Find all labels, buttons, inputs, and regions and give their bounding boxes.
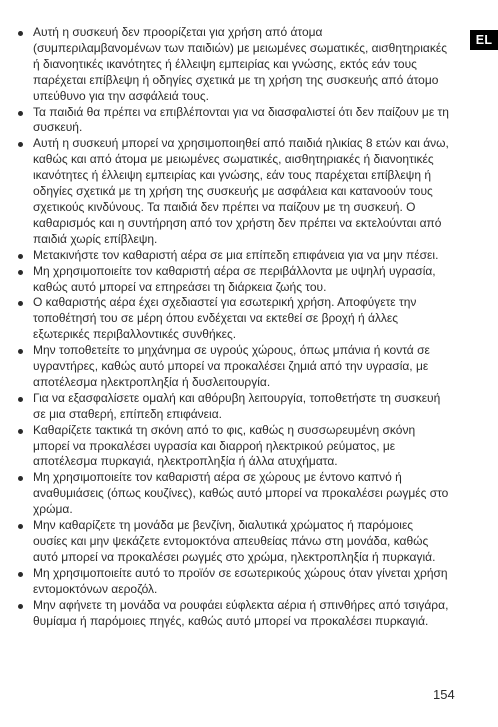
language-tab: EL xyxy=(470,30,498,50)
list-item: Αυτή η συσκευή δεν προορίζεται για χρήση από άτομα (συμπεριλαμβανομένων των παιδιών) με μειωμένες σωματικές, αισθητηριακές ή διανοητικές ικανότητες ή έλλειψη εμπειρίας και γνώσης, εκτός εάν τους παρέχεται επίβλεψη ή οδηγίες σχετικά με τη χρήση της συσκευής από άτομο υπεύθυνο για την ασφάλειά τους. xyxy=(14,25,450,105)
list-item: Τα παιδιά θα πρέπει να επιβλέπονται για να διασφαλιστεί ότι δεν παίζουν με τη συσκευή. xyxy=(14,105,450,137)
list-item: Μην καθαρίζετε τη μονάδα με βενζίνη, διαλυτικά χρώματος ή παρόμοιες ουσίες και μην ψεκάζετε εντομοκτόνα απευθείας πάνω στη μονάδα, καθώς αυτό μπορεί να προκαλέσει ρωγμές στο χρώμα, ηλεκτροπληξία ή πυρκαγιά. xyxy=(14,518,450,566)
list-item: Μην τοποθετείτε το μηχάνημα σε υγρούς χώρους, όπως μπάνια ή κοντά σε υγραντήρες, καθώς αυτό μπορεί να προκαλέσει ζημιά από την υγρασία, με αποτέλεσμα ηλεκτροπληξία ή δυσλειτουργία. xyxy=(14,343,450,391)
page-number: 154 xyxy=(433,687,455,702)
list-item: Μη χρησιμοποιείτε τον καθαριστή αέρα σε χώρους με έντονο καπνό ή αναθυμιάσεις (όπως κουζίνες), καθώς αυτό μπορεί να προκαλέσει ρωγμές στο χρώμα. xyxy=(14,470,450,518)
safety-instructions-list xyxy=(14,25,450,629)
list-item: Ο καθαριστής αέρα έχει σχεδιαστεί για εσωτερική χρήση. Αποφύγετε την τοποθέτησή του σε μέρη όπου ενδέχεται να εκτεθεί σε βροχή ή άλλες εξωτερικές περιβαλλοντικές συνθήκες. xyxy=(14,295,450,343)
list-item: Μη χρησιμοποιείτε τον καθαριστή αέρα σε περιβάλλοντα με υψηλή υγρασία, καθώς αυτό μπορεί να επηρεάσει τη διάρκεια ζωής του. xyxy=(14,264,450,296)
list-item: Για να εξασφαλίσετε ομαλή και αθόρυβη λειτουργία, τοποθετήστε τη συσκευή σε μια σταθερή, επίπεδη επιφάνεια. xyxy=(14,391,450,423)
list-item: Μη χρησιμοποιείτε αυτό το προϊόν σε εσωτερικούς χώρους όταν γίνεται χρήση εντομοκτόνων αεροζόλ. xyxy=(14,566,450,598)
list-item: Μην αφήνετε τη μονάδα να ρουφάει εύφλεκτα αέρια ή σπινθήρες από τσιγάρα, θυμίαμα ή παρόμοιες πηγές, καθώς αυτό μπορεί να προκαλέσει πυρκαγιά. xyxy=(14,598,450,630)
list-item: Καθαρίζετε τακτικά τη σκόνη από το φις, καθώς η συσσωρευμένη σκόνη μπορεί να προκαλέσει υγρασία και διαρροή ηλεκτρικού ρεύματος, με αποτέλεσμα πυρκαγιά, ηλεκτροπληξία ή άλλα ατυχήματα. xyxy=(14,423,450,471)
list-item: Μετακινήστε τον καθαριστή αέρα σε μια επίπεδη επιφάνεια για να μην πέσει. xyxy=(14,248,450,264)
list-item: Αυτή η συσκευή μπορεί να χρησιμοποιηθεί από παιδιά ηλικίας 8 ετών και άνω, καθώς και από άτομα με μειωμένες σωματικές, αισθητηριακές ή διανοητικές ικανότητες ή έλλειψη εμπειρίας και γνώσης, εάν τους παρέχεται επίβλεψη ή οδηγίες σχετικά με τη χρήση της συσκευής με ασφάλεια και κατανοούν τους σχετικούς κινδύνους. Τα παιδιά δεν πρέπει να παίζουν με τη συσκευή. Ο καθαρισμός και η συντήρηση από τον χρήστη δεν πρέπει να εκτελούνται από παιδιά χωρίς επίβλεψη. xyxy=(14,136,450,247)
